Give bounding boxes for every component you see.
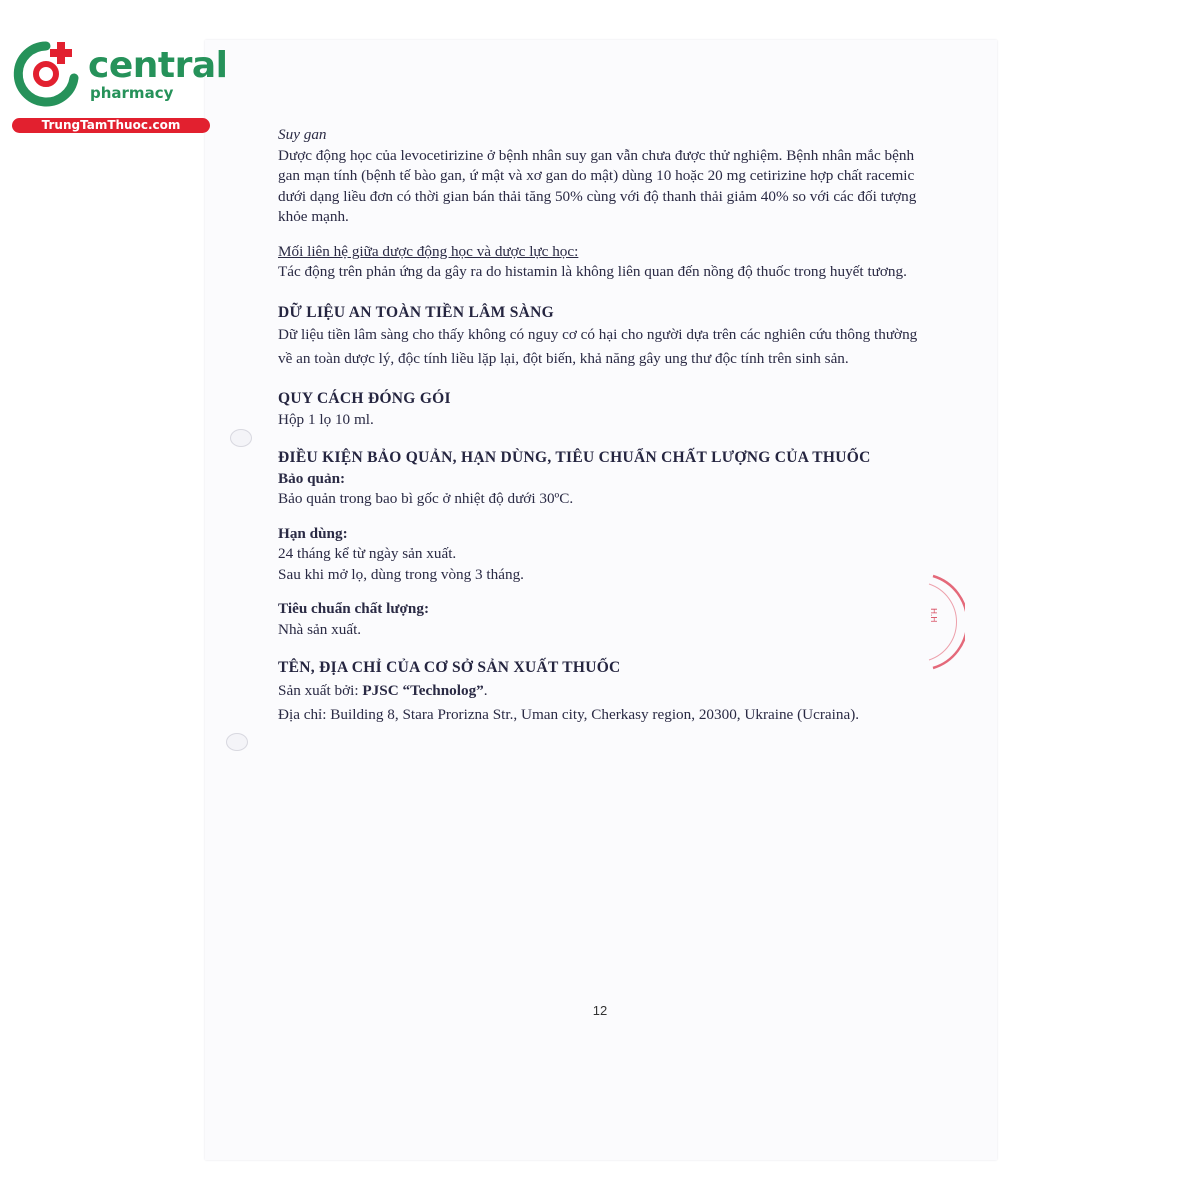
expiry-line-1: 24 tháng kể từ ngày sản xuất.: [278, 545, 457, 562]
quality-label: Tiêu chuẩn chất lượng:: [278, 600, 430, 617]
made-by-end: .: [483, 681, 488, 699]
pkpd-heading: Mối liên hệ giữa dược động học và dược lực học:: [278, 242, 579, 260]
expiry-line-2: Sau khi mở lọ, dùng trong vòng 3 tháng.: [278, 565, 524, 583]
punch-hole: [230, 429, 252, 447]
preclinical-heading: DỮ LIỆU AN TOÀN TIỀN LÂM SÀNG: [278, 303, 554, 321]
page-number: 12: [592, 1003, 608, 1018]
quality-text: Nhà sản xuất.: [278, 620, 362, 638]
storage-text: Bảo quản trong bao bì gốc ở nhiệt độ dưới 30ºC.: [278, 490, 574, 507]
liver-heading: Suy gan: [278, 126, 327, 143]
pkpd-body: Tác động trên phản ứng da gây ra do histamin là không liên quan đến nồng độ thuốc trong huyết tương.: [278, 263, 907, 280]
stamp-text: H.H: [929, 608, 938, 623]
central-pharmacy-logo: [10, 38, 228, 138]
manufacturer-name: PJSC “Technolog”: [362, 681, 484, 699]
packaging-heading: QUY CÁCH ĐÓNG GÓI: [278, 390, 451, 407]
preclinical-body: Dữ liệu tiền lâm sàng cho thấy không có nguy cơ có hại cho người dựa trên các nghiên cứu thông thường về an toàn dược lý, độc tính liều lặp lại, đột biến, khả năng gây ung thư độc tính trên sinh sản.: [278, 326, 918, 367]
logo-brand: central: [88, 45, 228, 86]
storage-heading: ĐIỀU KIỆN BẢO QUẢN, HẠN DÙNG, TIÊU CHUẨN CHẤT LƯỢNG CỦA THUỐC: [278, 449, 871, 466]
made-by-label: Sản xuất bởi:: [278, 681, 363, 699]
document-content: [278, 125, 918, 727]
manufacturer-heading: TÊN, ĐỊA CHỈ CỦA CƠ SỞ SẢN XUẤT THUỐC: [278, 659, 621, 676]
storage-label: Bảo quản:: [278, 469, 346, 487]
manufacturer-address: Địa chỉ: Building 8, Stara Prorizna Str., Uman city, Cherkasy region, 20300, Ukraine (Ucraina).: [278, 705, 860, 723]
packaging-body: Hộp 1 lọ 10 ml.: [278, 410, 374, 428]
pharmacy-cross-icon: [10, 38, 82, 110]
punch-hole: [226, 733, 248, 751]
manufacturer-line: [278, 679, 918, 703]
red-stamp: [925, 572, 965, 672]
logo-subtitle: pharmacy: [90, 84, 174, 102]
logo-site-url: TrungTamThuoc.com: [12, 118, 210, 133]
expiry-label: Hạn dùng:: [278, 524, 348, 542]
liver-body: Dược động học của levocetirizine ở bệnh nhân suy gan vẫn chưa được thử nghiệm. Bệnh nhân mắc bệnh gan mạn tính (bệnh tế bào gan, ứ mật và xơ gan do mật) dùng 10 hoặc 20 mg cetirizine hợp chất racemic dưới dạng liều đơn có thời gian bán thải tăng 50% cùng với độ thanh thải giảm 40% so với các đối tượng khỏe mạnh.: [278, 146, 917, 225]
